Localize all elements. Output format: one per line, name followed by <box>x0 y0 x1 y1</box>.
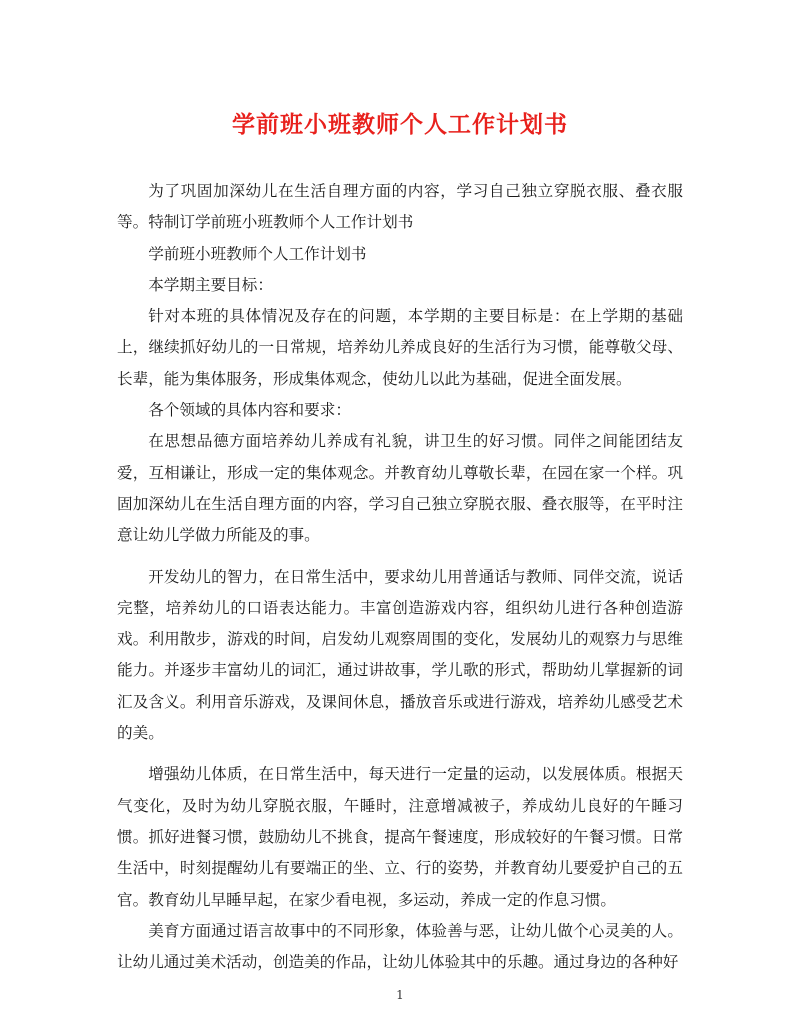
paragraph-domains-heading: 各个领域的具体内容和要求： <box>148 401 351 420</box>
paragraph-goal: 针对本班的具体情况及存在的问题，本学期的主要目标是：在上学期的基础上，继续抓好幼儿的一日常规，培养幼儿养成良好的生活行为习惯，能尊敬父母、长辈，能为集体服务，形成集体观念，使幼儿以此为基础，促进全面发展。 <box>117 307 683 388</box>
page-number: 1 <box>396 988 404 1002</box>
paragraph-physical: 增强幼儿体质，在日常生活中，每天进行一定量的运动，以发展体质。根据天气变化，及时为幼儿穿脱衣服，午睡时，注意增减被子，养成幼儿良好的午睡习惯。抓好进餐习惯，鼓励幼儿不挑食，提高午餐速度，形成较好的午餐习惯。日常生活中，时刻提醒幼儿有要端正的坐、立、行的姿势，并教育幼儿要爱护自己的五官。教育幼儿早睡早起，在家少看电视，多运动，养成一定的作息习惯。 <box>117 765 683 909</box>
paragraph-subtitle: 学前班小班教师个人工作计划书 <box>148 244 367 263</box>
document-body <box>117 176 683 978</box>
paragraph-intro: 为了巩固加深幼儿在生活自理方面的内容，学习自己独立穿脱衣服、叠衣服等。特制订学前班小班教师个人工作计划书 <box>117 182 683 232</box>
paragraph-goal-heading: 本学期主要目标： <box>148 275 273 294</box>
paragraph-aesthetic: 美育方面通过语言故事中的不同形象，体验善与恶，让幼儿做个心灵美的人。让幼儿通过美术活动，创造美的作品，让幼儿体验其中的乐趣。通过身边的各种好 <box>117 921 683 972</box>
document-title: 学前班小班教师个人工作计划书 <box>232 111 568 138</box>
paragraph-intellect: 开发幼儿的智力，在日常生活中，要求幼儿用普通话与教师、同伴交流，说话完整，培养幼儿的口语表达能力。丰富创造游戏内容，组织幼儿进行各种创造游戏。利用散步，游戏的时间，启发幼儿观察周围的变化，发展幼儿的观察力与思维能力。并逐步丰富幼儿的词汇，通过讲故事，学儿歌的形式，帮助幼儿掌握新的词汇及含义。利用音乐游戏，及课间休息，播放音乐或进行游戏，培养幼儿感受艺术的美。 <box>117 567 683 743</box>
paragraph-moral: 在思想品德方面培养幼儿养成有礼貌，讲卫生的好习惯。同伴之间能团结友爱，互相谦让，形成一定的集体观念。并教育幼儿尊敬长辈，在园在家一个样。巩固加深幼儿在生活自理方面的内容，学习自己独立穿脱衣服、叠衣服等，在平时注意让幼儿学做力所能及的事。 <box>117 432 683 545</box>
